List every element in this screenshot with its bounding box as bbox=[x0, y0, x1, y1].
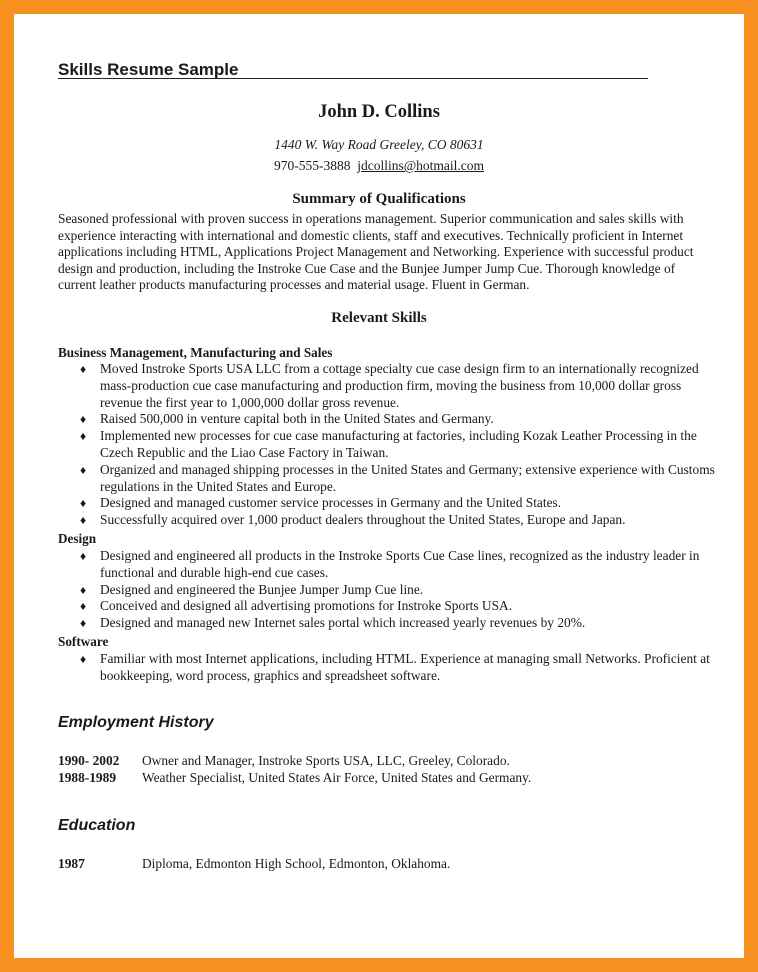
diamond-bullet-icon: ♦ bbox=[80, 362, 87, 376]
diamond-bullet-icon: ♦ bbox=[80, 582, 87, 597]
skill-text: Raised 500,000 in venture capital both in the United States and Germany. bbox=[100, 411, 494, 427]
skill-text: Implemented new processes for cue case manufacturing at factories, including Kozak Leather Processing in the Czech Republic and the Liao Case Factory in Taiwan. bbox=[100, 428, 697, 460]
diamond-bullet-icon: ♦ bbox=[80, 412, 87, 427]
skill-item bbox=[76, 361, 716, 411]
summary-heading: Summary of Qualifications bbox=[292, 191, 466, 207]
skill-text: Designed and managed new Internet sales portal which increased yearly revenues by 20%. bbox=[100, 615, 586, 631]
diamond-bullet-icon: ♦ bbox=[80, 462, 87, 477]
employment-years: 1988-1989 bbox=[58, 770, 117, 785]
diamond-bullet-icon: ♦ bbox=[80, 616, 87, 631]
skill-group-title: Design bbox=[58, 531, 97, 546]
skill-item bbox=[76, 651, 716, 685]
education-description: Diploma, Edmonton High School, Edmonton, Oklahoma. bbox=[142, 856, 451, 871]
candidate-address: 1440 W. Way Road Greeley, CO 80631 bbox=[274, 137, 484, 152]
diamond-bullet-icon: ♦ bbox=[80, 652, 87, 666]
skill-text: Successfully acquired over 1,000 product dealers throughout the United States, Europe and Japan. bbox=[100, 512, 626, 528]
skill-item bbox=[76, 428, 716, 462]
skill-text: Designed and engineered the Bunjee Jumper Jump Cue line. bbox=[100, 581, 424, 597]
skill-item bbox=[76, 495, 716, 512]
diamond-bullet-icon: ♦ bbox=[80, 513, 87, 528]
skill-item bbox=[76, 512, 716, 529]
document-title: Skills Resume Sample bbox=[58, 60, 239, 79]
skill-list-software bbox=[76, 651, 716, 685]
skill-list-design bbox=[76, 548, 716, 632]
resume-page bbox=[14, 14, 744, 958]
skill-text: Familiar with most Internet applications, including HTML. Experience at managing small Networks. Proficient at bookkeeping, word process, graphics and spreadsheet software. bbox=[100, 651, 710, 683]
diamond-bullet-icon: ♦ bbox=[80, 496, 87, 511]
skill-list-business bbox=[76, 361, 716, 529]
employment-heading: Employment History bbox=[58, 714, 214, 731]
skill-item bbox=[76, 615, 716, 632]
skill-item bbox=[76, 411, 716, 428]
skill-text: Conceived and designed all advertising promotions for Instroke Sports USA. bbox=[100, 598, 513, 614]
phone-number: 970-555-3888 bbox=[273, 158, 351, 173]
skill-group-title: Software bbox=[58, 634, 109, 649]
skill-group-title: Business Management, Manufacturing and Sales bbox=[58, 345, 333, 360]
skill-item bbox=[76, 582, 716, 599]
contact-line bbox=[14, 158, 744, 174]
employment-description: Owner and Manager, Instroke Sports USA, LLC, Greeley, Colorado. bbox=[142, 753, 510, 768]
skill-text: Designed and engineered all products in the Instroke Sports Cue Case lines, recognized as the industry leader in functional and durable high-end cue cases. bbox=[100, 548, 700, 580]
skill-item bbox=[76, 598, 716, 615]
education-heading: Education bbox=[58, 817, 136, 834]
skill-item bbox=[76, 548, 716, 582]
candidate-name: John D. Collins bbox=[318, 102, 440, 122]
employment-description: Weather Specialist, United States Air Force, United States and Germany. bbox=[142, 770, 532, 785]
summary-text: Seasoned professional with proven success in operations management. Superior communication and sales skills with experience interacting with international and domestic clients, staff and executives. Technically proficient in Internet applications including HTML, Applications Project Management and Networking. Experience with successful product design and production, including the Instroke Cue Case and the Bunjee Jumper Jump Cue. Thorough knowledge of current leather products manufacturing processes and material usage. Fluent in German. bbox=[58, 211, 694, 292]
diamond-bullet-icon: ♦ bbox=[80, 429, 87, 444]
summary-paragraph bbox=[58, 211, 703, 294]
skill-text: Moved Instroke Sports USA LLC from a cottage specialty cue case design firm to an internationally recognized mass-production cue case manufacturing and production firm, moving the business from 10,000 dollar gross revenue the first year to 1,000,000 dollar gross revenue. bbox=[100, 361, 699, 410]
diamond-bullet-icon: ♦ bbox=[80, 549, 87, 563]
diamond-bullet-icon: ♦ bbox=[80, 599, 87, 614]
skills-heading: Relevant Skills bbox=[331, 310, 427, 326]
skill-item bbox=[76, 462, 716, 496]
education-year: 1987 bbox=[58, 856, 85, 871]
skill-text: Organized and managed shipping processes in the United States and Germany; extensive experience with Customs regulations in the United States and Europe. bbox=[100, 461, 715, 494]
employment-years: 1990- 2002 bbox=[58, 753, 120, 768]
email-link[interactable]: jdcollins@hotmail.com bbox=[357, 158, 485, 173]
title-underline bbox=[58, 78, 648, 79]
skill-text: Designed and managed customer service processes in Germany and the United States. bbox=[100, 495, 562, 511]
